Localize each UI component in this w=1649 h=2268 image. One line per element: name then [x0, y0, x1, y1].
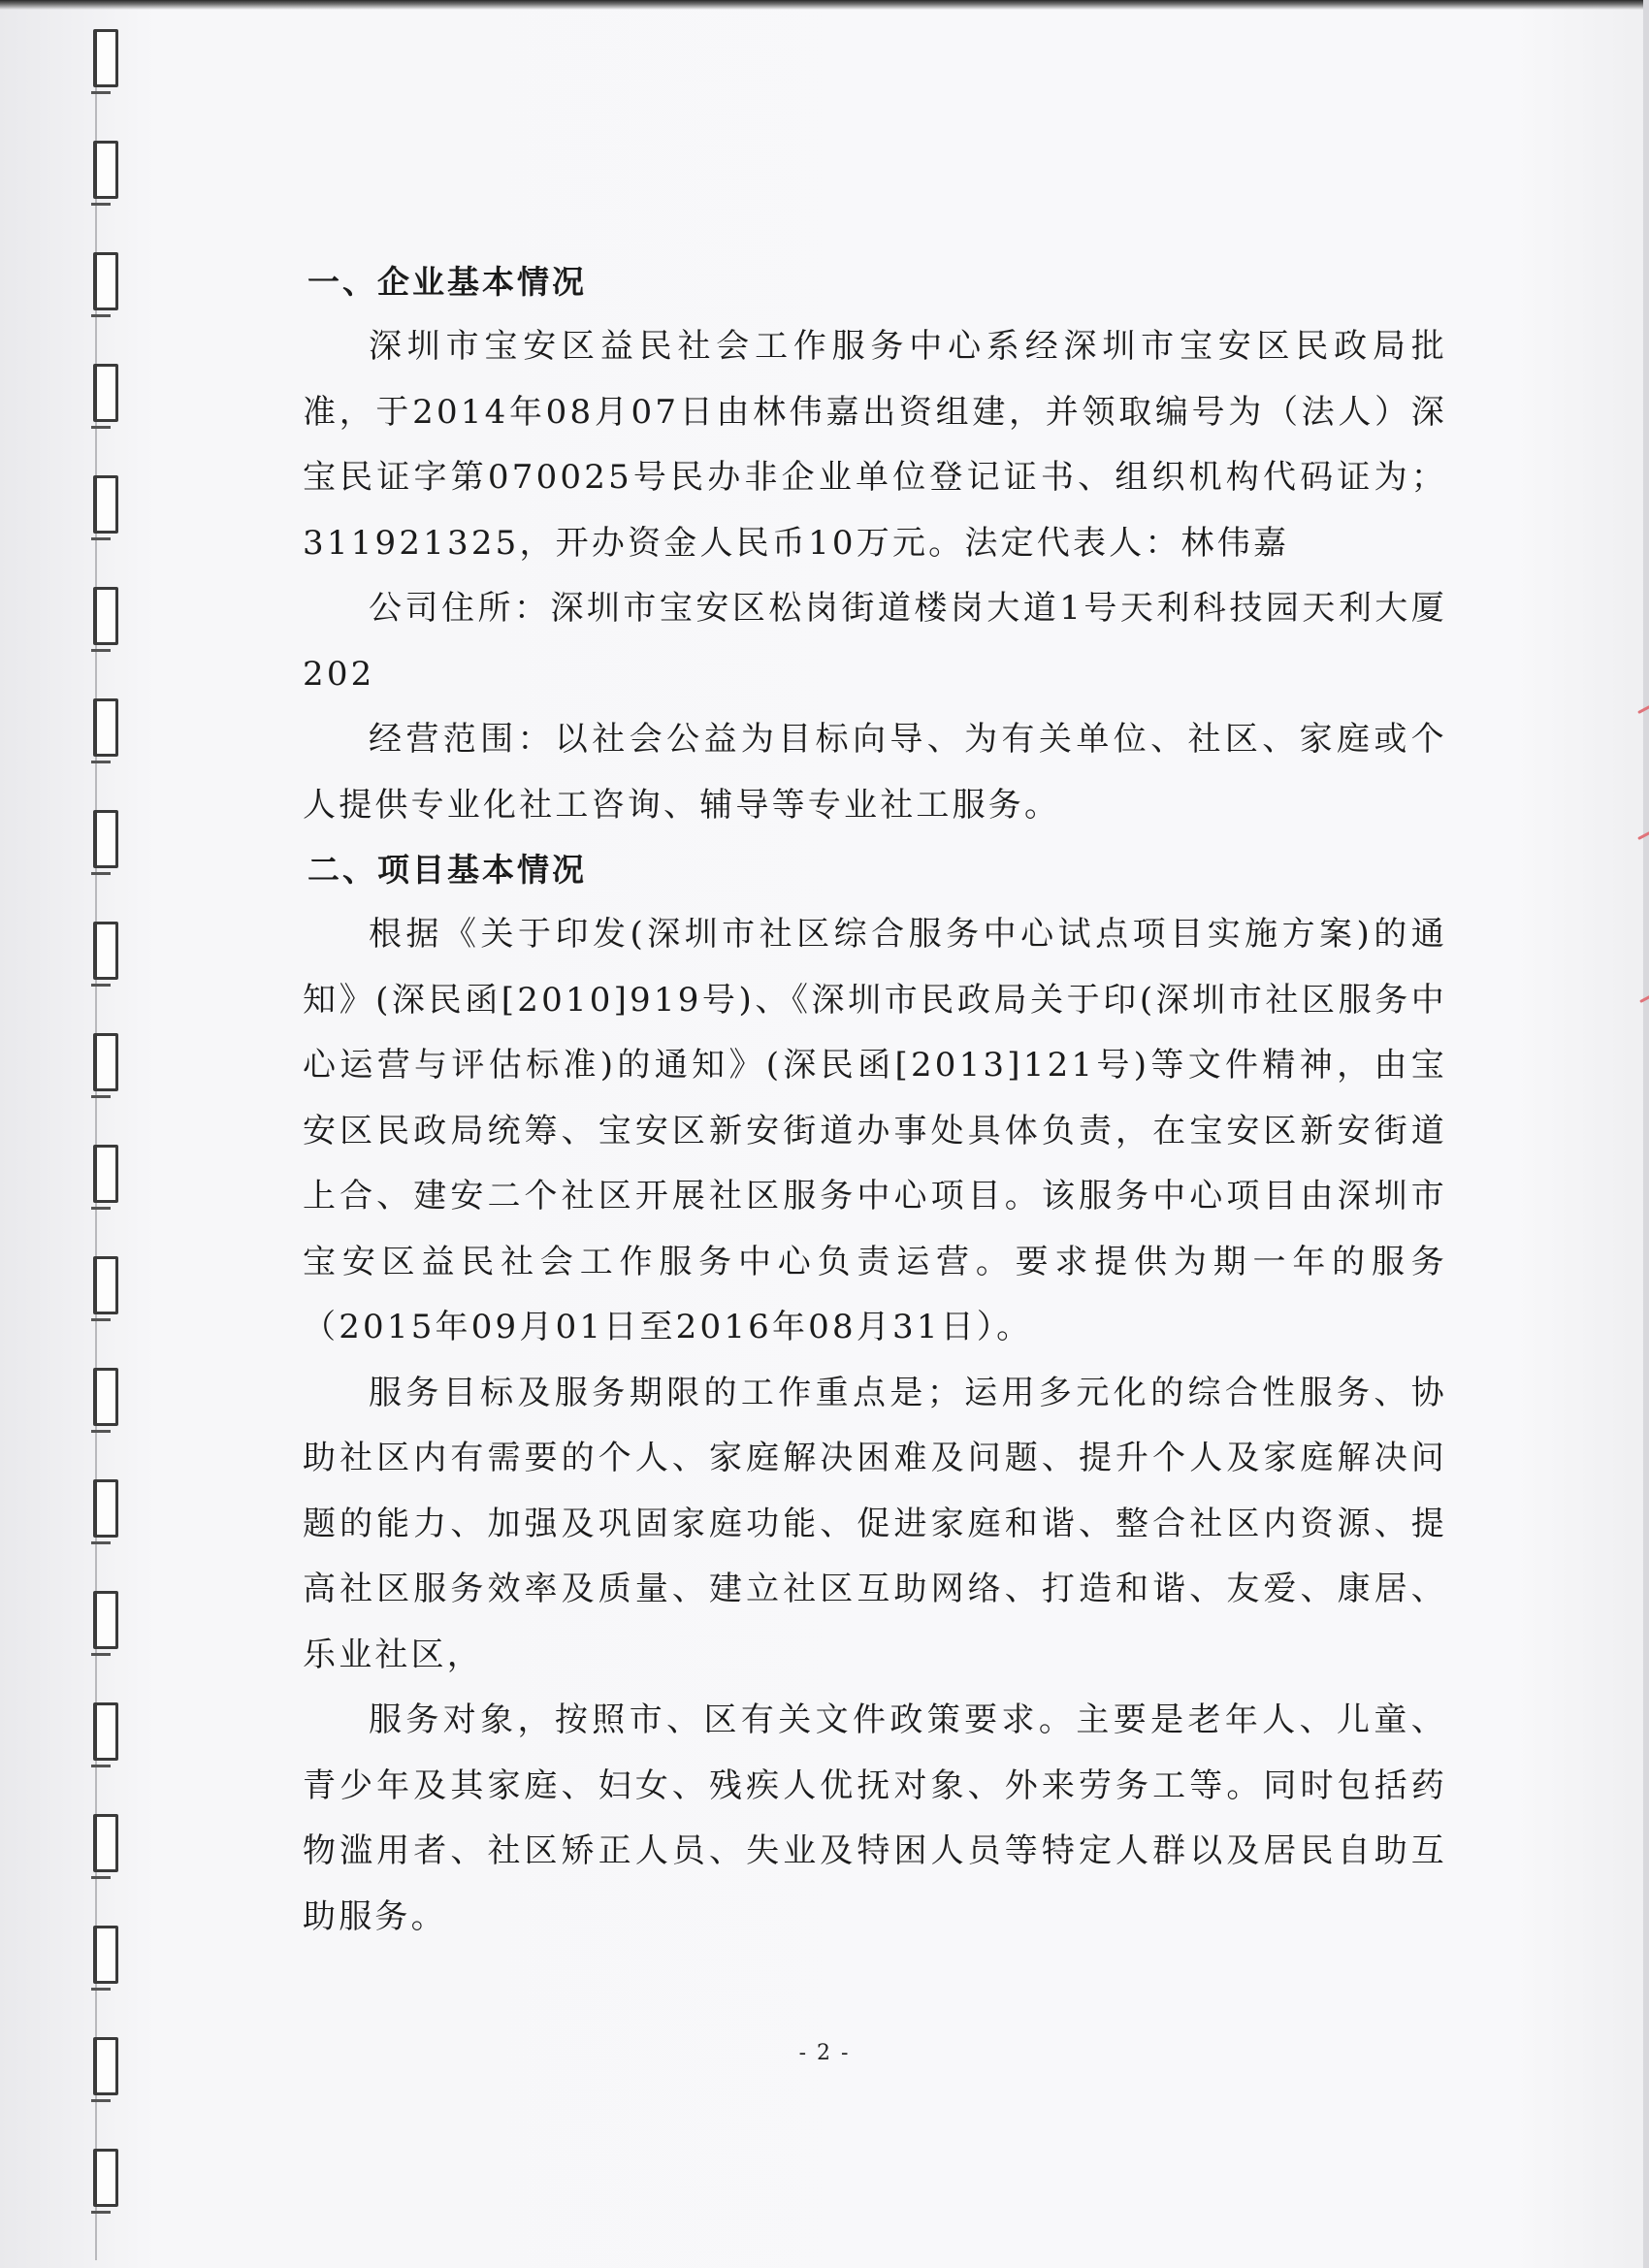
- binding-hole: [93, 1814, 118, 1872]
- binding-hole: [93, 1256, 118, 1314]
- scan-top-edge: [0, 0, 1649, 10]
- binding-hole: [93, 922, 118, 980]
- spiral-binding: [85, 29, 124, 2260]
- binding-hole: [93, 1368, 118, 1426]
- business-scope-paragraph: 经营范围：以社会公益为目标向导、为有关单位、社区、家庭或个人提供专业化社工咨询、辅导等专业社工服务。: [303, 720, 1447, 825]
- binding-hole: [93, 810, 118, 868]
- binding-hole: [93, 1591, 118, 1649]
- section-heading-project: 二、项目基本情况: [307, 851, 587, 889]
- company-address-paragraph: 公司住所：深圳市宝安区松岗街道楼岗大道1号天利科技园天利大厦202: [303, 589, 1447, 694]
- company-registration-paragraph: 深圳市宝安区益民社会工作服务中心系经深圳市宝安区民政局批准，于2014年08月07日由林伟嘉出资组建，并领取编号为（法人）深宝民证字第070025号民办非企业单位登记证书、组织机构代码证为；311921325，开办资金人民币10万元。法定代表人：林伟嘉: [303, 327, 1447, 563]
- binding-hole: [93, 698, 118, 757]
- page-number: - 2 -: [798, 2041, 851, 2065]
- binding-hole: [93, 141, 118, 199]
- binding-hole: [93, 364, 118, 422]
- project-basis-paragraph: 根据《关于印发(深圳市社区综合服务中心试点项目实施方案)的通知》(深民函[2010]919号)、《深圳市民政局关于印(深圳市社区服务中心运营与评估标准)的通知》(深民函[2013]121号)等文件精神，由宝安区民政局统筹、宝安区新安街道办事处具体负责，在宝安区新安街道上合、建安二个社区开展社区服务中心项目。该服务中心项目由深圳市宝安区益民社会工作服务中心负责运营。要求提供为期一年的服务（2015年09月01日至2016年08月31日）。: [303, 915, 1447, 1346]
- binding-hole: [93, 475, 118, 534]
- service-goals-paragraph: 服务目标及服务期限的工作重点是；运用多元化的综合性服务、协助社区内有需要的个人、家庭解决困难及问题、提升个人及家庭解决问题的能力、加强及巩固家庭功能、促进家庭和谐、整合社区内资源、提高社区服务效率及质量、建立社区互助网络、打造和谐、友爱、康居、乐业社区，: [303, 1373, 1447, 1674]
- section-heading-company: 一、企业基本情况: [307, 263, 587, 301]
- binding-hole: [93, 29, 118, 87]
- binding-hole: [93, 1926, 118, 1984]
- binding-hole: [93, 252, 118, 310]
- binding-hole: [93, 1033, 118, 1091]
- binding-hole: [93, 1145, 118, 1203]
- scan-right-edge: [1643, 0, 1649, 2268]
- binding-hole: [93, 1702, 118, 1761]
- document-body: [303, 250, 1447, 1950]
- service-targets-paragraph: 服务对象，按照市、区有关文件政策要求。主要是老年人、儿童、青少年及其家庭、妇女、残疾人优抚对象、外来劳务工等。同时包括药物滥用者、社区矫正人员、失业及特困人员等特定人群以及居民自助互助服务。: [303, 1701, 1447, 1936]
- binding-hole: [93, 587, 118, 645]
- binding-hole: [93, 1479, 118, 1538]
- binding-hole: [93, 2149, 118, 2207]
